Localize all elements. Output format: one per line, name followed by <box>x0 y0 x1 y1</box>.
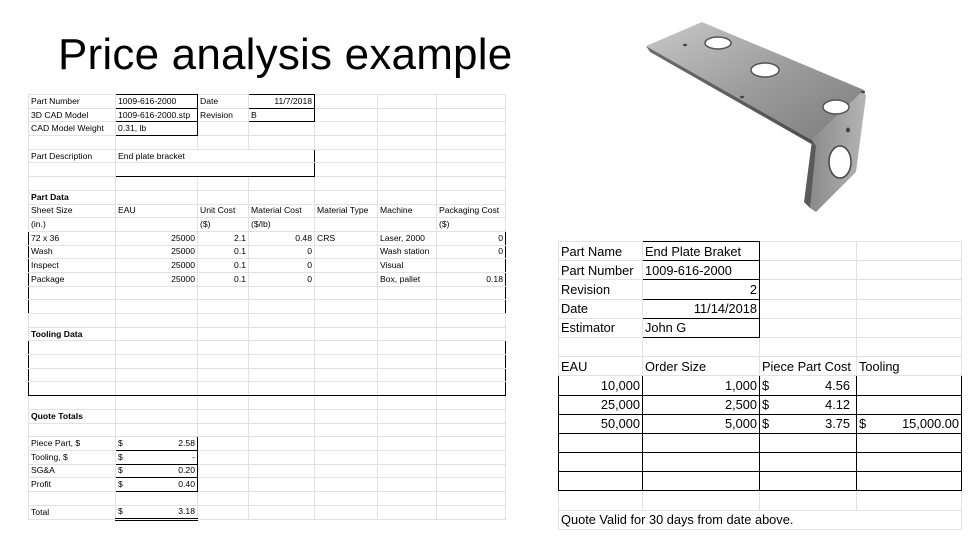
part-name-label: Part Name <box>559 242 643 261</box>
cell[interactable]: 25000 <box>116 231 198 245</box>
quote-sheet <box>558 241 962 530</box>
eau-cell[interactable]: 25,000 <box>559 395 643 414</box>
part-data-sheet <box>28 94 506 521</box>
piece-part-value[interactable]: 2.58 <box>178 438 195 449</box>
estimator-cell[interactable]: John G <box>643 318 760 337</box>
row-date <box>559 299 962 318</box>
col-unit-cost: Unit Cost <box>198 204 249 218</box>
table-row <box>29 272 506 286</box>
estimator-label: Estimator <box>559 318 643 337</box>
cell[interactable]: 0.1 <box>198 245 249 259</box>
col-piece-part-cost: Piece Part Cost <box>760 357 857 376</box>
part-number-label: Part Number <box>29 95 116 109</box>
cell[interactable] <box>437 259 506 273</box>
description-cell[interactable]: End plate bracket <box>116 149 315 163</box>
date-label: Date <box>198 95 249 109</box>
revision-label: Revision <box>559 280 643 299</box>
footer-row <box>559 510 962 529</box>
table-row <box>559 414 962 433</box>
table-row <box>29 259 506 273</box>
tooling-cell[interactable] <box>857 376 962 395</box>
col-eau: EAU <box>559 357 643 376</box>
unit-dollar: ($) <box>198 218 249 232</box>
order-size-cell[interactable]: 5,000 <box>643 414 760 433</box>
cell[interactable]: Laser, 2000 <box>378 231 437 245</box>
col-sheet-size: Sheet Size <box>29 204 116 218</box>
cell[interactable]: 0 <box>249 245 315 259</box>
eau-cell[interactable]: 50,000 <box>559 414 643 433</box>
table-row <box>559 376 962 395</box>
part-data-header <box>29 204 506 218</box>
tooling-cell[interactable]: 15,000.00 <box>902 416 959 432</box>
part-number-label: Part Number <box>559 261 643 280</box>
currency-sign: $ <box>118 506 123 517</box>
part-number-cell[interactable]: 1009-616-2000 <box>116 95 198 109</box>
part-number-cell[interactable]: 1009-616-2000 <box>643 261 760 280</box>
total-row-piece-part <box>29 437 506 451</box>
currency-sign: $ <box>118 479 123 490</box>
col-eau: EAU <box>116 204 198 218</box>
col-material-cost: Material Cost <box>249 204 315 218</box>
date-label: Date <box>559 299 643 318</box>
row-cad-model <box>29 108 506 122</box>
description-label: Part Description <box>29 149 116 163</box>
cell[interactable]: 0 <box>437 245 506 259</box>
cell[interactable]: Package <box>29 272 116 286</box>
revision-label: Revision <box>198 108 249 122</box>
col-packaging-cost: Packaging Cost <box>437 204 506 218</box>
cell[interactable]: 0.1 <box>198 272 249 286</box>
quote-validity-note: Quote Valid for 30 days from date above. <box>559 510 962 529</box>
tooling-label: Tooling, $ <box>29 450 116 464</box>
currency-sign: $ <box>859 416 867 432</box>
cell[interactable]: 0 <box>437 231 506 245</box>
date-cell[interactable]: 11/7/2018 <box>249 95 315 109</box>
col-machine: Machine <box>378 204 437 218</box>
eau-cell[interactable]: 10,000 <box>559 376 643 395</box>
currency-sign: $ <box>118 451 123 462</box>
row-weight <box>29 122 506 136</box>
tooling-data-label: Tooling Data <box>29 327 116 341</box>
cell[interactable]: 25000 <box>116 272 198 286</box>
total-row-tooling <box>29 450 506 464</box>
cell[interactable]: 0.18 <box>437 272 506 286</box>
currency-sign: $ <box>762 377 770 393</box>
cell[interactable]: Inspect <box>29 259 116 273</box>
cell[interactable]: CRS <box>315 231 378 245</box>
col-order-size: Order Size <box>643 357 760 376</box>
piece-cost-cell[interactable]: 3.75 <box>825 416 850 432</box>
cell[interactable] <box>315 272 378 286</box>
tooling-value[interactable]: - <box>192 451 195 462</box>
cell[interactable]: 25000 <box>116 259 198 273</box>
col-material-type: Material Type <box>315 204 378 218</box>
order-size-cell[interactable]: 1,000 <box>643 376 760 395</box>
cell[interactable]: 0 <box>249 259 315 273</box>
table-row <box>29 245 506 259</box>
currency-sign: $ <box>118 465 123 476</box>
part-data-units <box>29 218 506 232</box>
cell[interactable]: 2.1 <box>198 231 249 245</box>
slide-title: Price analysis example <box>58 30 513 79</box>
order-size-cell[interactable]: 2,500 <box>643 395 760 414</box>
cell[interactable]: 25000 <box>116 245 198 259</box>
cell[interactable]: 72 x 36 <box>29 231 116 245</box>
total-row-sga <box>29 464 506 478</box>
cell[interactable]: 0.1 <box>198 259 249 273</box>
row-estimator <box>559 318 962 337</box>
table-row <box>29 231 506 245</box>
cell[interactable]: Visual <box>378 259 437 273</box>
col-tooling: Tooling <box>857 357 962 376</box>
table-row <box>559 395 962 414</box>
weight-cell[interactable]: 0.31, lb <box>116 122 198 136</box>
quote-totals-label: Quote Totals <box>29 409 116 423</box>
weight-label: CAD Model Weight <box>29 122 116 136</box>
row-description <box>29 149 506 163</box>
sga-value[interactable]: 0.20 <box>178 465 195 476</box>
row-revision <box>559 280 962 299</box>
total-value[interactable]: 3.18 <box>178 506 195 517</box>
row-part-name <box>559 242 962 261</box>
cad-model-label: 3D CAD Model <box>29 108 116 122</box>
cell[interactable]: 0 <box>249 272 315 286</box>
cell[interactable]: Box, pallet <box>378 272 437 286</box>
cad-model-cell[interactable]: 1009-616-2000.stp <box>116 108 198 122</box>
currency-sign: $ <box>762 416 770 432</box>
total-row <box>29 505 506 520</box>
cell[interactable]: Wash <box>29 245 116 259</box>
currency-sign: $ <box>762 397 770 413</box>
unit-in: (in.) <box>29 218 116 232</box>
total-row-profit <box>29 478 506 492</box>
sga-label: SG&A <box>29 464 116 478</box>
unit-dollar-pack: ($) <box>437 218 506 232</box>
revision-cell[interactable]: 2 <box>643 280 760 299</box>
total-label: Total <box>29 505 116 520</box>
revision-cell[interactable]: B <box>249 108 315 122</box>
row-part-number <box>29 95 506 109</box>
cell[interactable] <box>315 245 378 259</box>
cell[interactable]: Wash station <box>378 245 437 259</box>
piece-cost-cell[interactable]: 4.12 <box>825 397 850 413</box>
cell[interactable]: 0.48 <box>249 231 315 245</box>
part-name-cell[interactable]: End Plate Braket <box>643 242 760 261</box>
piece-part-label: Piece Part, $ <box>29 437 116 451</box>
quote-header-row <box>559 357 962 376</box>
unit-dollar-per-lb: ($/lb) <box>249 218 315 232</box>
date-cell[interactable]: 11/14/2018 <box>643 299 760 318</box>
profit-value[interactable]: 0.40 <box>178 479 195 490</box>
currency-sign: $ <box>118 438 123 449</box>
part-data-label: Part Data <box>29 190 116 204</box>
tooling-cell[interactable] <box>857 395 962 414</box>
cell[interactable] <box>315 259 378 273</box>
profit-label: Profit <box>29 478 116 492</box>
row-part-number <box>559 261 962 280</box>
piece-cost-cell[interactable]: 4.56 <box>825 377 850 393</box>
bracket-part-image <box>640 12 880 217</box>
